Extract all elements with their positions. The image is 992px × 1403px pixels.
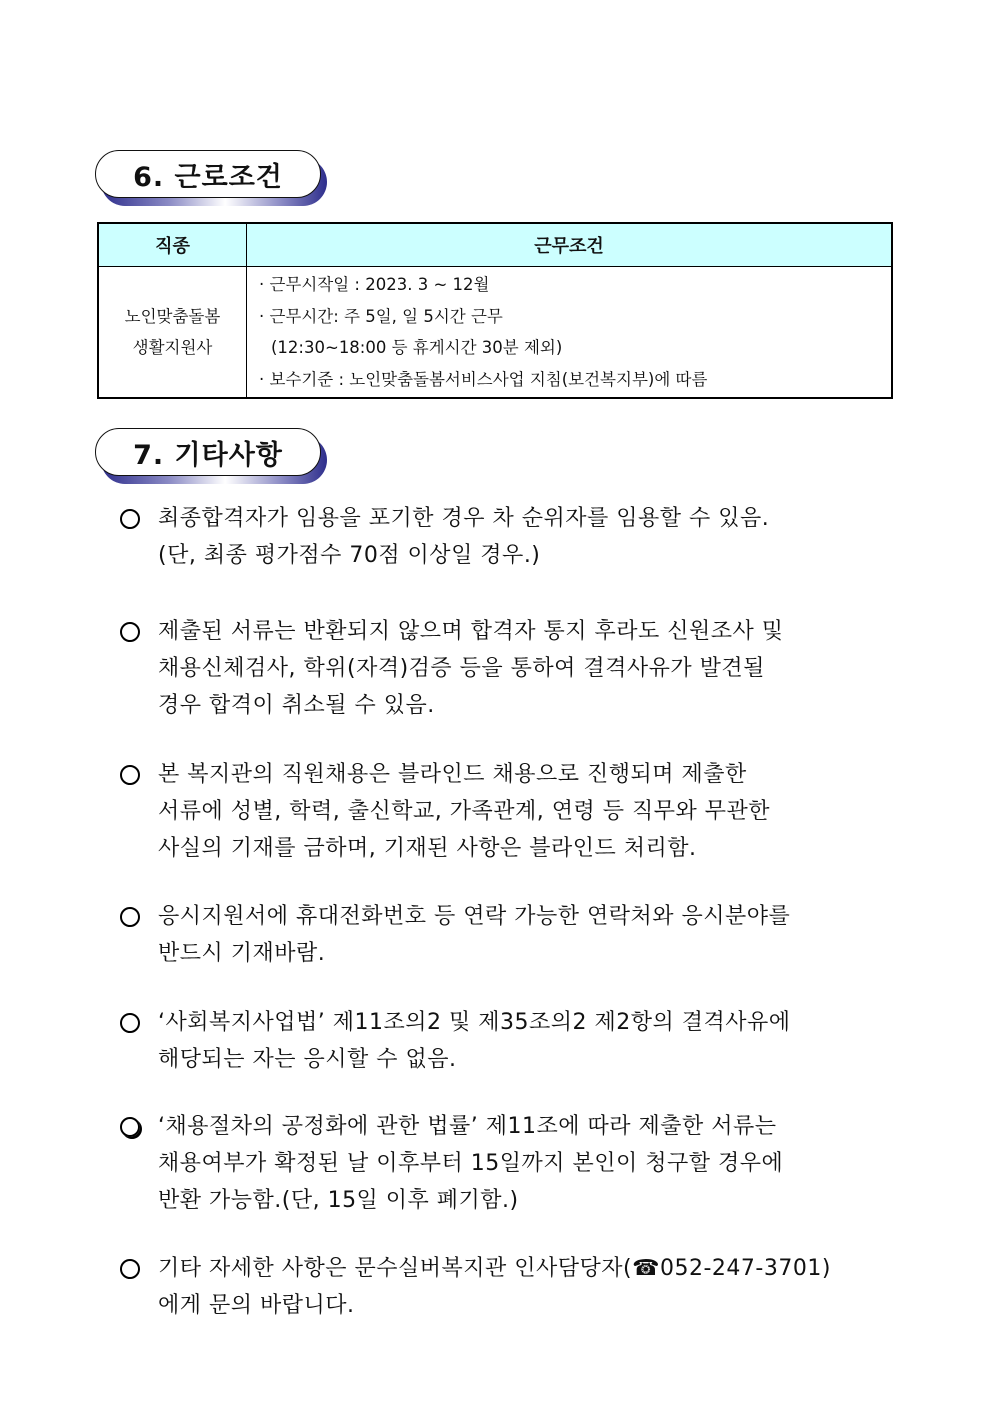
item-line: 본 복지관의 직원채용은 블라인드 채용으로 진행되며 제출한 — [158, 762, 747, 787]
item-line: 에게 문의 바랍니다. — [158, 1293, 355, 1318]
circle-bullet-icon — [120, 765, 140, 785]
table-header-row — [98, 223, 892, 267]
item-line: 채용신체검사, 학위(자격)검증 등을 통하여 결격사유가 발견될 — [158, 656, 765, 681]
header-work-conditions: 근무조건 — [247, 223, 893, 267]
term-break-time: (12:30~18:00 등 휴게시간 30분 제외) — [271, 338, 563, 357]
circle-bullet-icon — [120, 622, 140, 642]
list-item — [120, 756, 900, 867]
work-conditions-table — [97, 222, 893, 399]
item-line: 반드시 기재바람. — [158, 941, 326, 966]
list-item — [120, 1108, 900, 1219]
list-item — [120, 613, 900, 724]
item-line: 응시지원서에 휴대전화번호 등 연락 가능한 연락처와 응시분야를 — [158, 904, 791, 929]
header-job-type: 직종 — [98, 223, 247, 267]
list-item — [120, 1004, 900, 1078]
job-type-cell — [98, 267, 247, 399]
circle-bullet-icon — [120, 509, 140, 529]
circle-bullet-icon — [120, 907, 140, 927]
list-item — [120, 1250, 900, 1324]
section-7-title — [95, 428, 321, 478]
list-item — [120, 500, 900, 574]
circle-bullet-icon — [120, 1259, 140, 1279]
term-pay-standard: · 보수기준 : 노인맞춤돌봄서비스사업 지침(보건복지부)에 따름 — [259, 369, 708, 389]
circle-bullet-icon — [120, 1013, 140, 1033]
item-line: 기타 자세한 사항은 문수실버복지관 인사담당자(☎052-247-3701) — [158, 1256, 831, 1281]
job-line: 노인맞춤돌봄 — [124, 307, 221, 326]
item-line: ‘채용절차의 공정화에 관한 법률’ 제11조에 따라 제출한 서류는 — [158, 1114, 777, 1139]
item-line: 서류에 성별, 학력, 출신학교, 가족관계, 연령 등 직무와 무관한 — [158, 799, 770, 824]
item-line: (단, 최종 평가점수 70점 이상일 경우.) — [158, 543, 541, 568]
item-line: 최종합격자가 임용을 포기한 경우 차 순위자를 임용할 수 있음. — [158, 506, 770, 531]
term-work-hours: · 근무시간: 주 5일, 일 5시간 근무 — [259, 306, 503, 326]
list-item — [120, 898, 900, 972]
shadowed-circle-bullet-icon — [120, 1117, 140, 1137]
section-7-title-text: 7. 기타사항 — [95, 428, 321, 476]
table-row — [98, 267, 892, 399]
job-line: 생활지원사 — [132, 338, 213, 357]
item-line: ‘사회복지사업법’ 제11조의2 및 제35조의2 제2항의 결격사유에 — [158, 1010, 791, 1035]
item-line: 채용여부가 확정된 날 이후부터 15일까지 본인이 청구할 경우에 — [158, 1151, 784, 1176]
section-6-title — [95, 150, 321, 200]
item-line: 사실의 기재를 금하며, 기재된 사항은 블라인드 처리함. — [158, 836, 697, 861]
item-line: 경우 합격이 취소될 수 있음. — [158, 693, 435, 718]
work-conditions-cell — [247, 267, 893, 399]
item-line: 해당되는 자는 응시할 수 없음. — [158, 1047, 457, 1072]
section-6-title-text: 6. 근로조건 — [95, 150, 321, 198]
item-line: 제출된 서류는 반환되지 않으며 합격자 통지 후라도 신원조사 및 — [158, 619, 784, 644]
term-start-date: · 근무시작일 : 2023. 3 ~ 12월 — [259, 275, 490, 294]
item-line: 반환 가능함.(단, 15일 이후 폐기함.) — [158, 1188, 519, 1213]
